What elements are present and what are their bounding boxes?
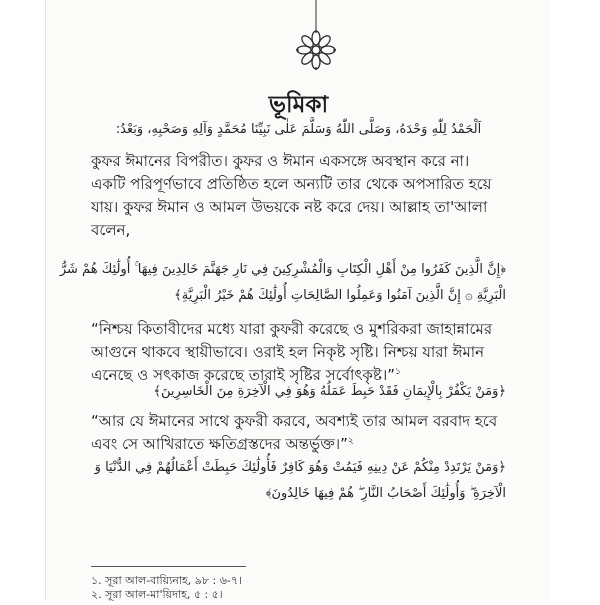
footnote-divider [91, 566, 246, 567]
book-page [45, 0, 551, 600]
verse-3-line-1: ﴿وَمَنْ يَرْتَدِدْ مِنْكُمْ عَنْ دِينِهِ فَيَمُتْ وَهُوَ كَافِرٌ فَأُولَٰئِكَ حَبِطَتْ أَعْمَالُهُمْ فِي الدُّنْيَا وَ [94, 460, 506, 475]
intro-paragraph [91, 150, 506, 242]
verse-1-line-1: ﴿إِنَّ الَّذِينَ كَفَرُوا مِنْ أَهْلِ الْكِتَابِ وَالْمُشْرِكِينَ فِي نَارِ جَهَنَّمَ خَالِدِينَ فِيهَا ۚ أُولَٰئِكَ هُمْ شَرُّ [59, 262, 506, 277]
footnote-ref-2: ২ [347, 436, 354, 446]
floral-ornament-icon [293, 0, 339, 82]
footnote-1: ১. সূরা আল-বায়্যিনাহ, ৯৮ : ৬-৭। [91, 574, 242, 587]
footnote-ref-1: ১ [394, 367, 401, 377]
translation-2 [91, 410, 506, 456]
translation-1-text: “নিশ্চয় কিতাবীদের মধ্যে যারা কুফরী করেছে ও মুশরিকরা জাহান্নামের আগুনে থাকবে স্থায়ীভাবে। ওরাই হল নিকৃষ্ট সৃষ্টি। নিশ্চয় যারা ঈমান এনেছে ও সৎকাজ করেছে তারাই সৃষ্টির সর্বোৎকৃষ্ট।” [91, 320, 493, 384]
translation-2-text: “আর যে ঈমানের সাথে কুফরী করবে, অবশ্যই তার আমল বরবাদ হবে এবং সে আখিরাতে ক্ষতিগ্রস্তদের অন্তর্ভুক্ত।” [91, 412, 498, 453]
translation-1 [91, 318, 506, 387]
verse-3-line-2: الْآخِرَةِ ۖ وَأُولَٰئِكَ أَصْحَابُ النَّارِ ۖ هُمْ فِيهَا خَالِدُونَ﴾ [265, 486, 506, 501]
verse-1-line-2: الْبَرِيَّةِ ۞ إِنَّ الَّذِينَ آمَنُوا وَعَمِلُوا الصَّالِحَاتِ أُولَٰئِكَ هُمْ خَيْرُ الْبَرِيَّةِ﴾ [174, 288, 506, 303]
page-title: ভূমিকা [268, 92, 329, 118]
footnote-2: ২. সূরা আল-মা'য়িদাহ, ৫ : ৫। [91, 588, 223, 601]
opening-dua: اَلْحَمْدُ لِلّٰهِ وَحْدَهُ، وَصَلَّى اللّٰهُ وَسَلَّمَ عَلٰى نَبِيِّنَا مُحَمَّدٍ وَآلِهِ وَصَحْبِهِ، وَبَعْدُ: [115, 122, 482, 137]
intro-text: কুফর ঈমানের বিপরীত। কুফর ও ঈমান একসঙ্গে অবস্থান করে না। একটি পরিপূর্ণভাবে প্রতিষ্ঠিত হলে অন্যটি তার থেকে অপসারিত হয়ে যায়। কুফর ঈমান ও আমল উভয়কে নষ্ট করে দেয়। আল্লাহ তা'আলা বলেন, [91, 152, 492, 239]
verse-2: ﴿وَمَنْ يَكْفُرْ بِالْإِيمَانِ فَقَدْ حَبِطَ عَمَلُهُ وَهُوَ فِي الْآخِرَةِ مِنَ الْخَاسِرِينَ﴾ [153, 384, 506, 399]
